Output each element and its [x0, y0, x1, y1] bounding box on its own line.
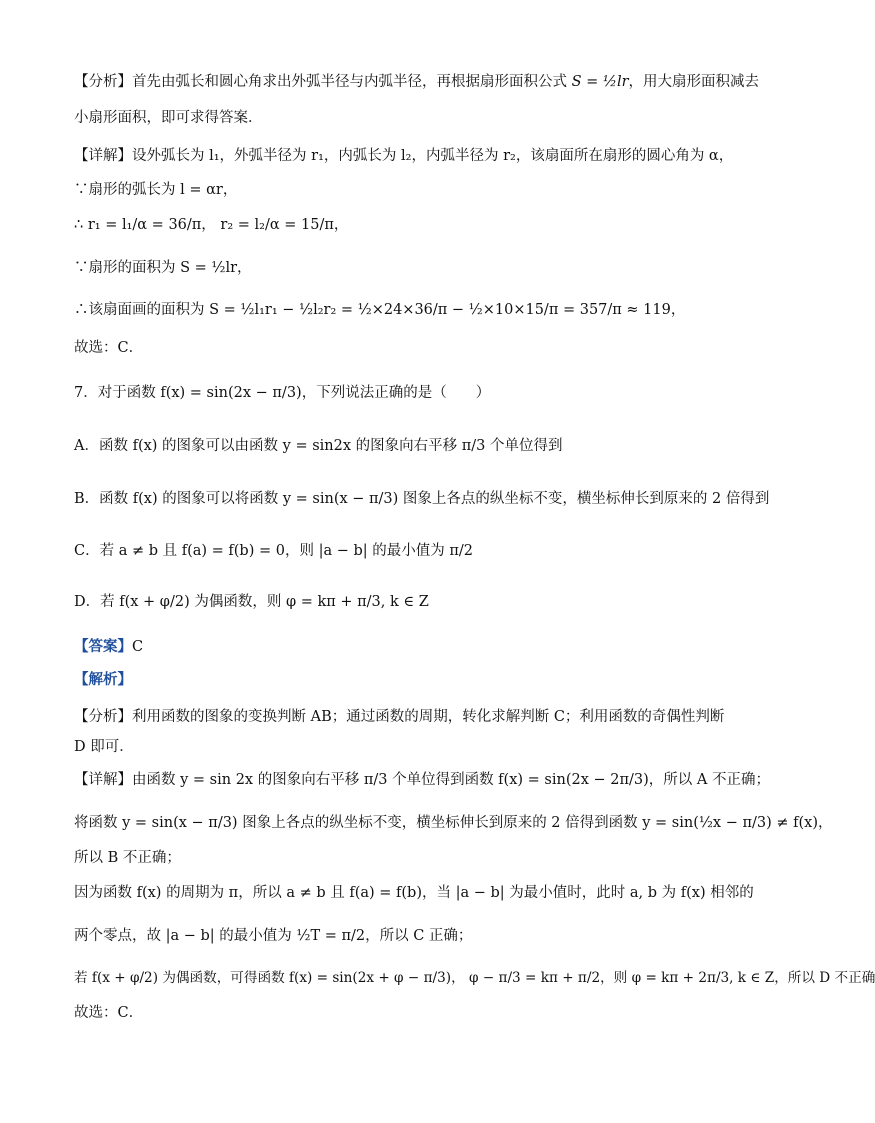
s6-detail-tag: 【详解】: [74, 148, 132, 164]
s6-analysis-line-1: [74, 72, 760, 92]
q7-explain-tag: 【解析】: [74, 671, 132, 688]
q7-analysis-block: [74, 702, 734, 762]
s6-area-formula: S = ½lr: [571, 74, 629, 90]
q7-explain-tag-line: [74, 670, 734, 690]
q7-option-d: D．若 f(x + φ/2) 为偶函数，则 φ = kπ + π/3, k ∈ Z: [74, 594, 429, 610]
s6-detail-line-3: ∴ r₁ = l₁/α = 36/π， r₂ = l₂/α = 15/π，: [74, 217, 349, 233]
s6-conclusion: 故选：C．: [74, 340, 144, 356]
s6-analysis-text-1: 首先由弧长和圆心角求出外弧半径与内弧半径，再根据扇形面积公式: [132, 74, 567, 90]
q7-detail-line-4: 因为函数 f(x) 的周期为 π，所以 a ≠ b 且 f(a) = f(b)，当 |a − b| 为最小值时，此时 a, b 为 f(x) 相邻的: [74, 885, 754, 901]
q7-answer-value: C: [132, 639, 144, 655]
q7-stem: 7．对于函数 f(x) = sin(2x − π/3)，下列说法正确的是（ ）: [74, 385, 491, 401]
s6-analysis-line-2: 小扇形面积，即可求得答案．: [74, 110, 263, 126]
q7-conclusion: 故选：C．: [74, 1005, 144, 1021]
q7-detail-line-6: 若 f(x + φ/2) 为偶函数，可得函数 f(x) = sin(2x + φ − π/3)， φ − π/3 = kπ + π/2，则 φ = kπ + 2π/3, k ∈ Z，所以 D 不正确: [74, 970, 875, 986]
s6-analysis-text-2: ，用大扇形面积减去: [628, 74, 760, 90]
s6-analysis-tag: 【分析】: [74, 74, 132, 90]
q7-detail-line-3: 所以 B 不正确；: [74, 850, 181, 866]
q7-detail-text-1: 由函数 y = sin 2x 的图象向右平移 π/3 个单位得到函数 f(x) = sin(2x − 2π/3)，所以 A 不正确；: [132, 772, 770, 788]
q7-option-a: A．函数 f(x) 的图象可以由函数 y = sin2x 的图象向右平移 π/3 个单位得到: [74, 438, 563, 454]
q7-detail-line-2: 将函数 y = sin(x − π/3) 图象上各点的纵坐标不变，横坐标伸长到原来的 2 倍得到函数 y = sin(½x − π/3) ≠ f(x)，: [74, 815, 833, 831]
q7-analysis-text: 利用函数的图象的变换判断 AB；通过函数的周期，转化求解判断 C；利用函数的奇偶性判断 D 即可．: [74, 709, 725, 755]
s6-detail-line-5: ∴该扇面画的面积为 S = ½l₁r₁ − ½l₂r₂ = ½×24×36/π − ½×10×15/π = 357/π ≈ 119，: [74, 302, 686, 318]
q7-answer-line: [74, 637, 734, 657]
q7-detail-line-1: [74, 770, 770, 790]
s6-detail-line-4: ∵扇形的面积为 S = ½lr，: [74, 260, 252, 276]
s6-detail-text-1: 设外弧长为 l₁，外弧半径为 r₁，内弧长为 l₂，内弧半径为 r₂，该扇面所在扇形的圆心角为 α，: [132, 148, 734, 164]
q7-detail-tag: 【详解】: [74, 772, 132, 788]
s6-detail-line-2: ∵扇形的弧长为 l = αr，: [74, 182, 238, 198]
q7-detail-line-5: 两个零点，故 |a − b| 的最小值为 ½T = π/2，所以 C 正确；: [74, 928, 473, 944]
q7-option-b: B．函数 f(x) 的图象可以将函数 y = sin(x − π/3) 图象上各点的纵坐标不变，横坐标伸长到原来的 2 倍得到: [74, 491, 770, 507]
q7-option-c: C．若 a ≠ b 且 f(a) = f(b) = 0，则 |a − b| 的最小值为 π/2: [74, 543, 473, 559]
q7-answer-tag: 【答案】: [74, 638, 132, 655]
s6-detail-line-1: [74, 146, 734, 166]
q7-analysis-tag: 【分析】: [74, 709, 132, 725]
